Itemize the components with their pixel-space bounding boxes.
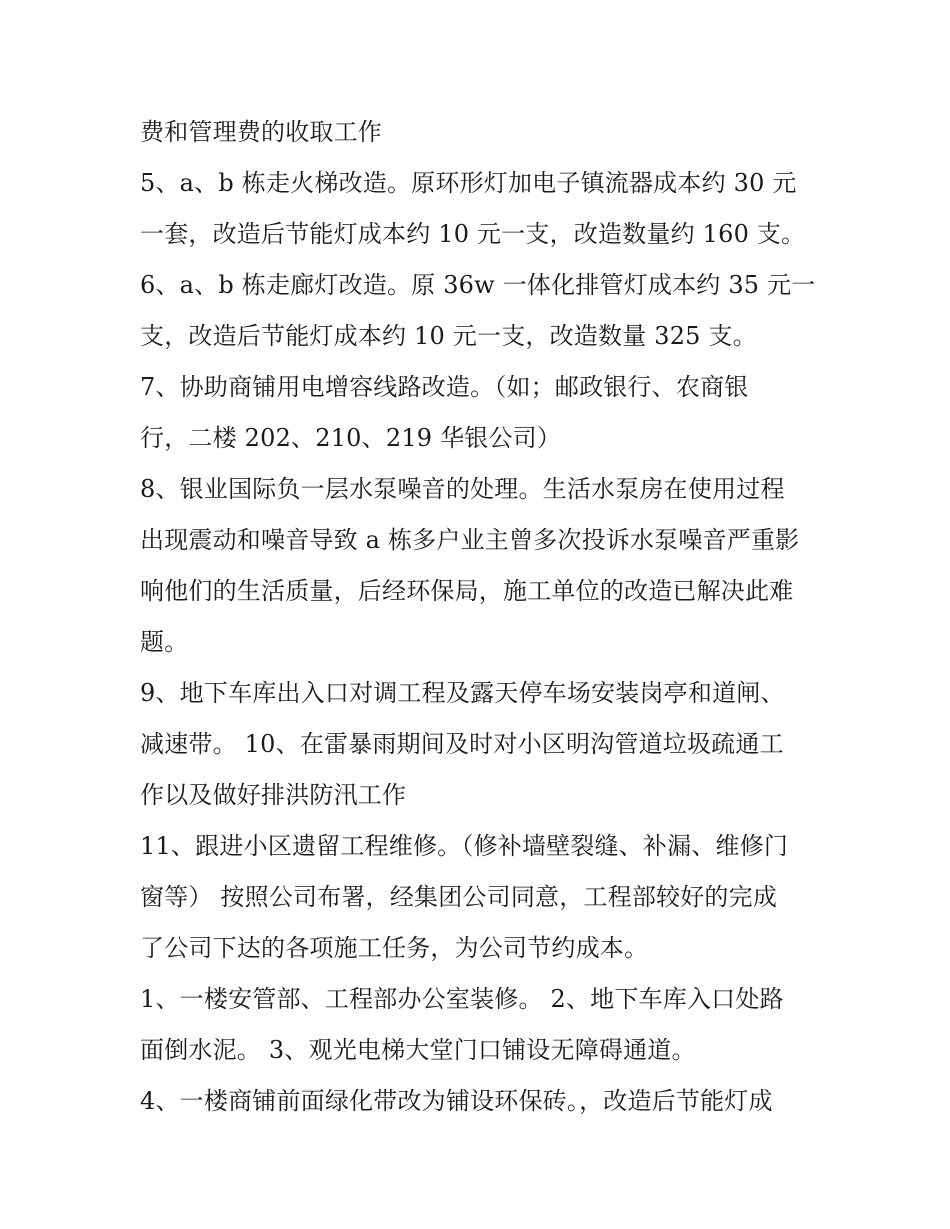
text-line: 减速带。 10、在雷暴雨期间及时对小区明沟管道垃圾疏通工	[140, 730, 784, 758]
text-line: 了公司下达的各项施工任务，为公司节约成本。	[140, 934, 649, 962]
text-line: 4、一楼商铺前面绿化带改为铺设环保砖。，改造后节能灯成	[140, 1087, 773, 1115]
text-line: 窗等） 按照公司布署，经集团公司同意，工程部较好的完成	[140, 883, 778, 911]
text-line: 6、a、b 栋走廊灯改造。原 36w 一体化排管灯成本约 35 元一	[140, 271, 816, 299]
text-line: 11、跟进小区遗留工程维修。（修补墙壁裂缝、补漏、维修门	[140, 832, 789, 860]
text-line: 出现震动和噪音导致 a 栋多户业主曾多次投诉水泵噪音严重影	[140, 526, 800, 554]
text-line: 作以及做好排洪防汛工作	[140, 781, 407, 809]
text-line: 5、a、b 栋走火梯改造。原环形灯加电子镇流器成本约 30 元	[140, 169, 797, 197]
text-line: 9、地下车库出入口对调工程及露天停车场安装岗亭和道闸、	[140, 679, 785, 707]
text-line: 费和管理费的收取工作	[140, 118, 382, 146]
text-line: 支，改造后节能灯成本约 10 元一支，改造数量 325 支。	[140, 322, 757, 350]
text-line: 题。	[140, 628, 189, 656]
text-line: 7、协助商铺用电增容线路改造。（如；邮政银行、农商银	[140, 373, 749, 401]
text-line: 8、银业国际负一层水泵噪音的处理。生活水泵房在使用过程	[140, 475, 785, 503]
text-line: 一套，改造后节能灯成本约 10 元一支，改造数量约 160 支。	[140, 220, 806, 248]
text-line: 面倒水泥。 3、观光电梯大堂门口铺设无障碍通道。	[140, 1036, 696, 1064]
text-line: 1、一楼安管部、工程部办公室装修。 2、地下车库入口处路	[140, 985, 784, 1013]
document-body	[140, 107, 820, 1127]
text-line: 响他们的生活质量，后经环保局，施工单位的改造已解决此难	[140, 577, 794, 605]
text-line: 行，二楼 202、210、219 华银公司）	[140, 424, 562, 452]
